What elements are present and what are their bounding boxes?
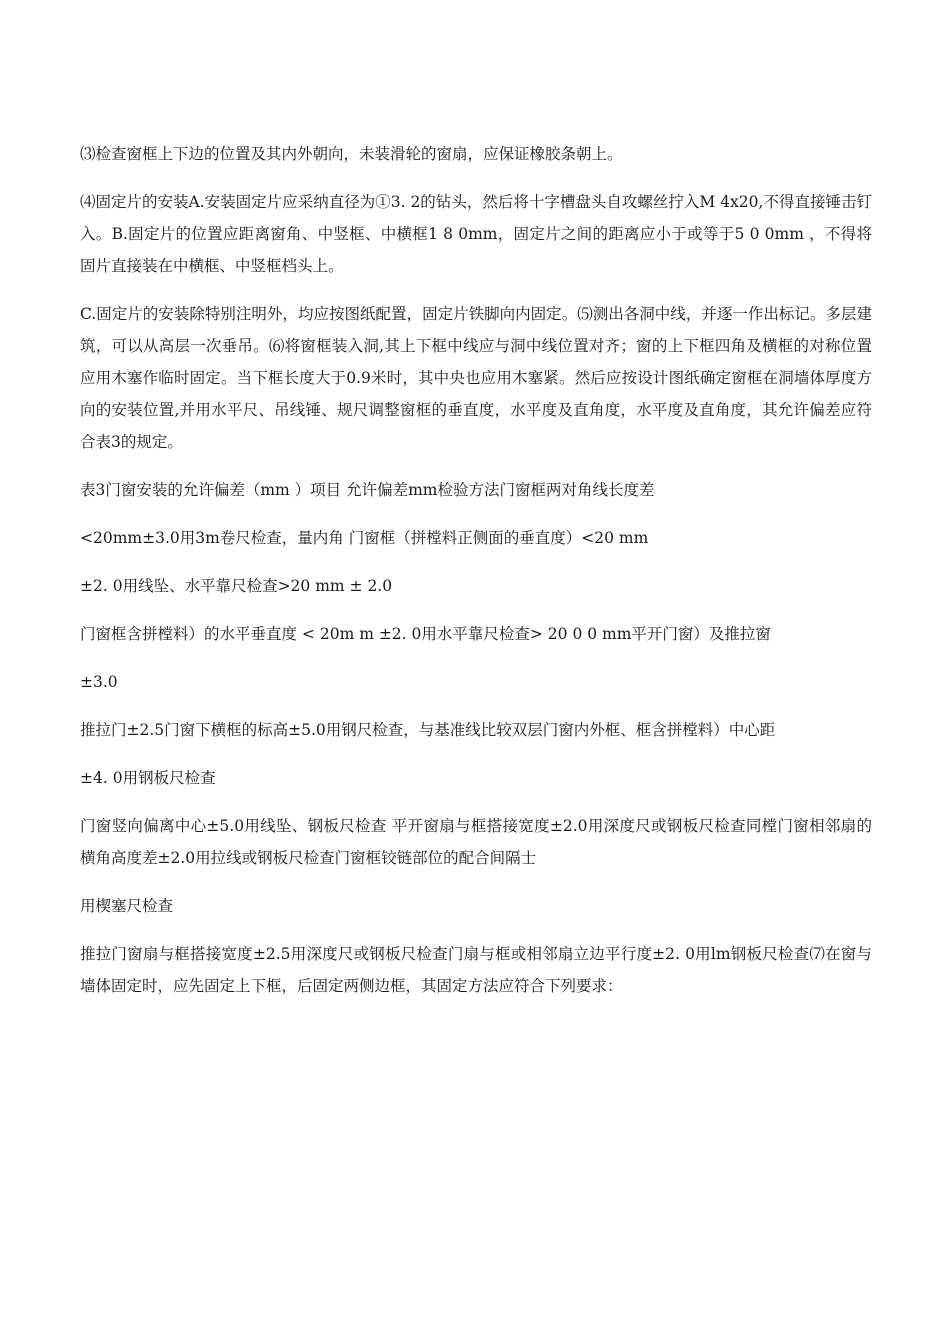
table-3-row-tolerance: ±3.0 xyxy=(80,673,118,691)
table-3-row-verticality: ±2. 0用线坠、水平靠尺检查>20 mm ± 2.0 xyxy=(80,577,393,595)
paragraph-fixing-plate-installation: ⑷固定片的安装A.安装固定片应采纳直径为①3. 2的钻头，然后将十字槽盘头自攻螺丝拧入M 4x20,不得直接锤击钉入。B.固定片的位置应距离窗角、中竖框、中横框1 8 0mm，固定片之间的距离应小于或等于5 0 0mm ，不得将固片直接装在中横框、中竖框档头上。 xyxy=(80,193,872,275)
table-3-row-elevation: 推拉门±2.5门窗下横框的标高±5.0用钢尺检查，与基准线比较双层门窗内外框、框含拼樘料）中心距 xyxy=(80,721,776,739)
document-body xyxy=(80,138,872,1018)
table-3-row-horizontal: 门窗框含拼樘料）的水平垂直度 < 20m m ±2. 0用水平靠尺检查> 20 0 0 mm平开门窗）及推拉窗 xyxy=(80,625,771,643)
table-3-row-center-distance: ±4. 0用钢板尺检查 xyxy=(80,769,216,787)
table-3-row-vertical-offset: 门窗竖向偏离中心±5.0用线坠、钢板尺检查 平开窗扇与框搭接宽度±2.0用深度尺或钢板尺检查同樘门窗相邻扇的横角高度差±2.0用拉线或钢板尺检查门窗框铰链部位的配合间隔士 xyxy=(80,817,872,867)
paragraph-window-frame-orientation: ⑶检查窗框上下边的位置及其内外朝向，未装滑轮的窗扇，应保证橡胶条朝上。 xyxy=(80,145,623,163)
table-3-row-diagonal: <20mm±3.0用3m卷尺检查，量内角 门窗框（拼樘料正侧面的垂直度）<20 mm xyxy=(80,529,649,547)
table-3-row-feeler-gauge: 用楔塞尺检查 xyxy=(80,897,174,915)
paragraph-fixing-plate-layout: C.固定片的安装除特别注明外，均应按图纸配置，固定片铁脚向内固定。⑸测出各洞中线，并逐一作出标记。多层建筑，可以从高层一次垂吊。⑹将窗框装入洞,其上下框中线应与洞中线位置对齐；窗的上下框四角及横框的对称位置应用木塞作临时固定。当下框长度大于0.9米时，其中央也应用木塞紧。然后应按设计图纸确定窗框在洞墙体厚度方向的安装位置,并用水平尺、吊线锤、规尺调整窗框的垂直度，水平度及直角度，水平度及直角度，其允许偏差应符合表3的规定。 xyxy=(80,305,872,451)
paragraph-sliding-sash: 推拉门窗扇与框搭接宽度±2.5用深度尺或钢板尺检查门扇与框或相邻扇立边平行度±2. 0用lm钢板尺检查⑺在窗与墙体固定时，应先固定上下框，后固定两侧边框，其固定方法应符合下列要求： xyxy=(80,945,872,995)
table-3-heading: 表3门窗安装的允许偏差（mm ）项目 允许偏差mm检验方法门窗框两对角线长度差 xyxy=(80,481,655,499)
